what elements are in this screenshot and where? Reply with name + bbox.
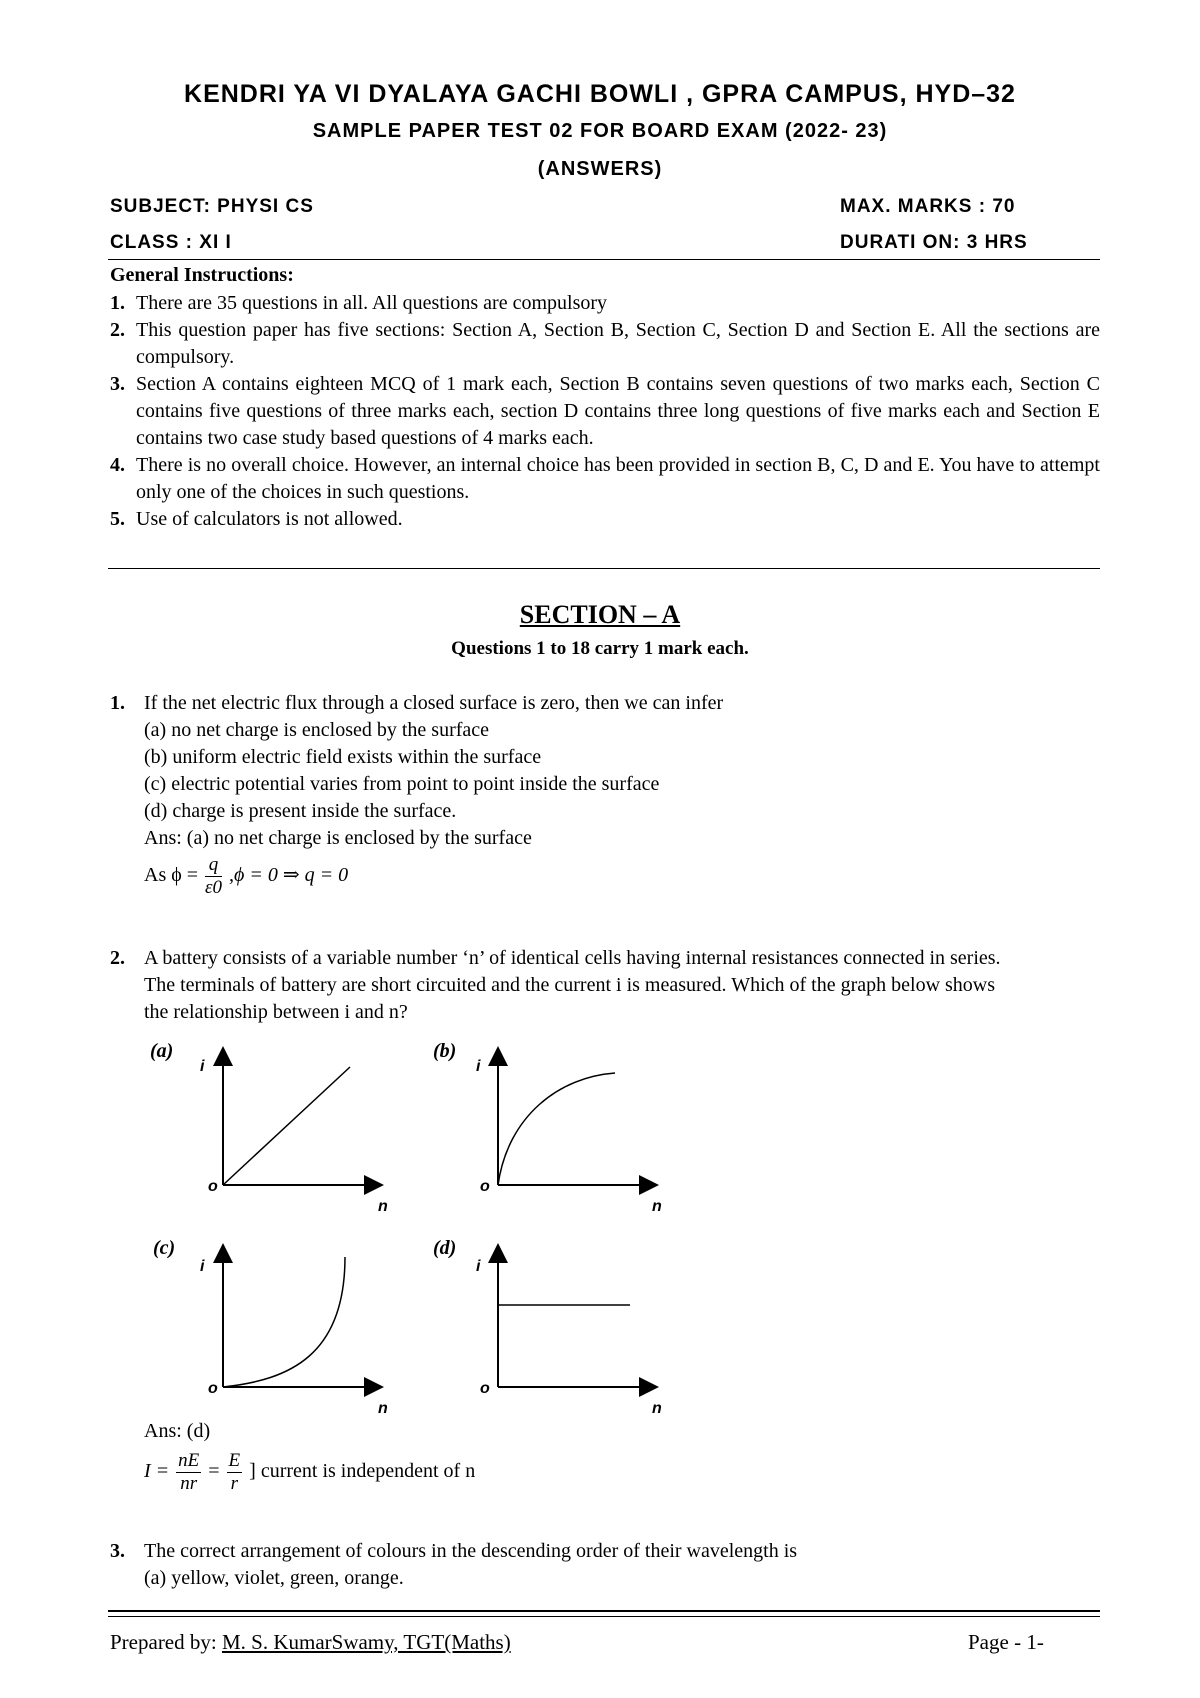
graph-a-x-label: n (378, 1198, 388, 1215)
question-text: A battery consists of a variable number ‘n’ of identical cells having internal resistances connected in series. The terminals of battery are short circuited and the current i is measured. Which of the graph below shows the relationship between i and n? (144, 947, 1001, 1023)
equation: As ϕ = $\frac{q}{\varepsilon 0}$ ,ϕ = 0 ⇒ q = 0 (144, 854, 349, 898)
question-text: If the net electric flux through a closed surface is zero, then we can infer (144, 692, 724, 714)
graph-c-origin: o (208, 1380, 218, 1397)
graph-a-label: (a) (150, 1040, 174, 1062)
section-subtitle: Questions 1 to 18 carry 1 mark each. (451, 638, 749, 659)
option: (c) electric potential varies from point to point inside the surface (144, 773, 660, 795)
exponential-curve (223, 1257, 345, 1387)
class: CLASS : XI I (110, 232, 232, 253)
question-number: 3. (110, 1540, 125, 1562)
instruction-item: 5. Use of calculators is not allowed. (110, 508, 403, 530)
graph-d (498, 1247, 655, 1387)
answers-title: (ANSWERS) (537, 158, 663, 180)
graph-d-y-label: i (476, 1258, 481, 1275)
answer: Ans: (a) no net charge is enclosed by the surface (144, 827, 532, 849)
saturating-curve (498, 1073, 615, 1185)
q2-equation: I = $\frac{nE}{nr}$ = $\frac{E}{r}$ ] current is independent of n (144, 1450, 476, 1494)
header-divider (108, 259, 1100, 260)
subject: SUBJECT: PHYSI CS (110, 196, 314, 217)
graph-d-origin: o (480, 1380, 490, 1397)
instruction-item: 1. There are 35 questions in all. All questions are compulsory (110, 292, 608, 314)
graph-a (223, 1050, 380, 1185)
footer-divider-bottom (108, 1616, 1100, 1617)
graph-a-origin: o (208, 1178, 218, 1195)
question-text: The correct arrangement of colours in the descending order of their wavelength is (144, 1540, 798, 1562)
duration: DURATI ON: 3 HRS (840, 232, 1028, 253)
footer-page-number: Page - 1- (968, 1630, 1044, 1654)
graph-b-label: (b) (433, 1040, 457, 1062)
question-3 (110, 1538, 1100, 1592)
graph-d-x-label: n (652, 1400, 662, 1417)
instructions-title: General Instructions: (110, 264, 294, 286)
line-curve (223, 1067, 350, 1185)
option: (a) yellow, violet, green, orange. (144, 1567, 404, 1589)
graph-a-y-label: i (200, 1058, 205, 1075)
graph-b-y-label: i (476, 1058, 481, 1075)
instruction-item: 2. This question paper has five sections: Section A, Section B, Section C, Section D and Section E. All the sections are compulsory. (110, 319, 1100, 368)
instructions-divider (108, 568, 1100, 569)
instructions-list (110, 290, 1100, 533)
section-title: SECTION – A (519, 600, 681, 629)
school-title: KENDRI YA VI DYALAYA GACHI BOWLI , GPRA CAMPUS, HYD–32 (184, 80, 1016, 108)
graph-c-x-label: n (378, 1400, 388, 1417)
max-marks: MAX. MARKS : 70 (840, 196, 1016, 217)
graph-b-origin: o (480, 1178, 490, 1195)
instruction-item: 4. There is no overall choice. However, an internal choice has been provided in section B, C, D and E. You have to attempt only one of the choices in such questions. (110, 454, 1100, 503)
graph-c-label: (c) (153, 1237, 176, 1259)
option: (b) uniform electric field exists within the surface (144, 746, 542, 768)
option: (a) no net charge is enclosed by the surface (144, 719, 490, 741)
graph-c-y-label: i (200, 1258, 205, 1275)
question-2 (110, 945, 1100, 1026)
question-1 (110, 690, 1100, 899)
graphs-figure (140, 1035, 700, 1425)
question-number: 2. (110, 947, 125, 969)
q2-answer: Ans: (d) (144, 1420, 211, 1442)
graph-b (498, 1050, 655, 1185)
instruction-item: 3. Section A contains eighteen MCQ of 1 mark each, Section B contains seven questions of two marks each, Section C contains five questions of three marks each, section D contains three long questions of five marks each and Section E contains two case study based questions of 4 marks each. (110, 373, 1100, 449)
graph-d-label: (d) (433, 1237, 457, 1259)
graph-c (223, 1247, 380, 1387)
footer-prepared-by: Prepared by: M. S. KumarSwamy, TGT(Maths) (110, 1630, 511, 1654)
option: (d) charge is present inside the surface. (144, 800, 457, 822)
footer-divider-top (108, 1610, 1100, 1612)
question-number: 1. (110, 692, 125, 714)
graph-b-x-label: n (652, 1198, 662, 1215)
test-title: SAMPLE PAPER TEST 02 FOR BOARD EXAM (2022- 23) (312, 120, 888, 142)
